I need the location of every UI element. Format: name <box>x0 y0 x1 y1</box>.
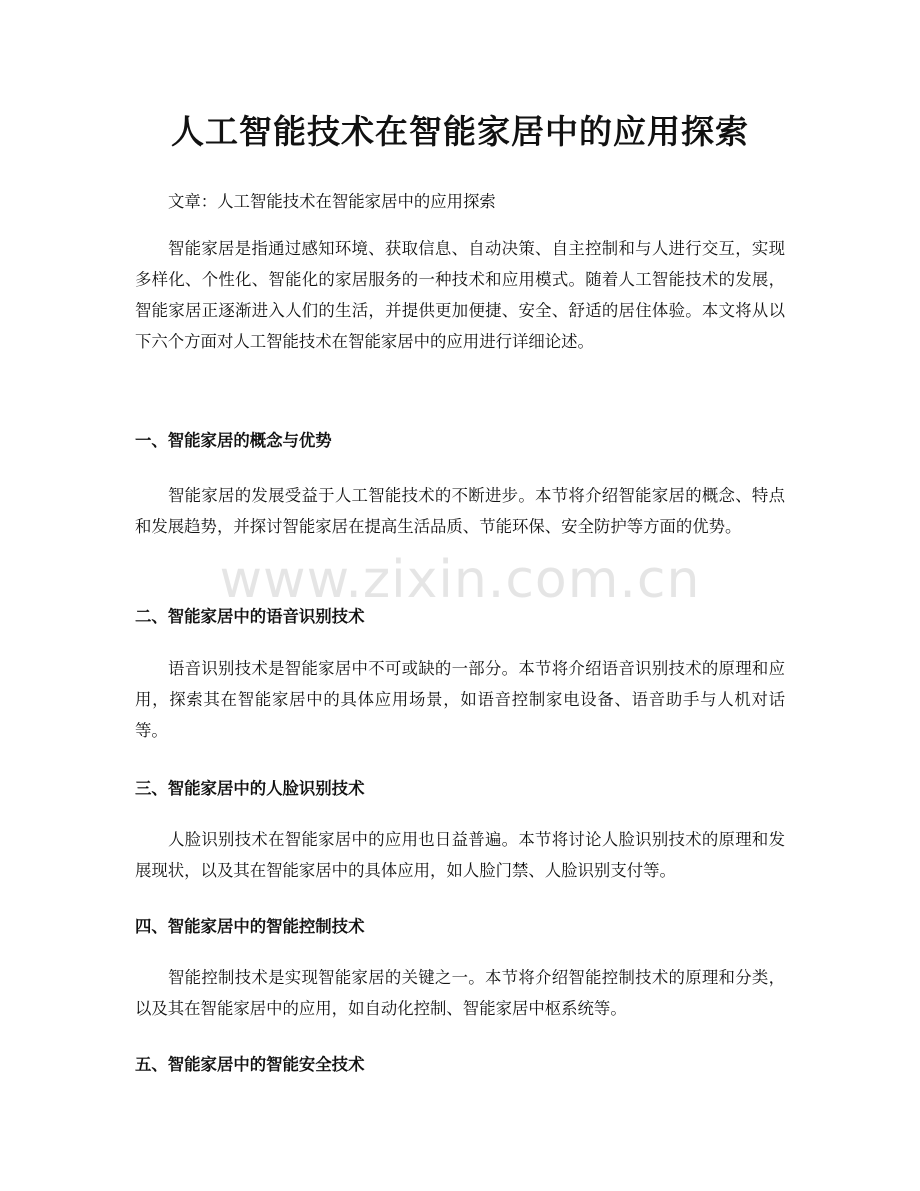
section-3-body: 人脸识别技术在智能家居中的应用也日益普遍。本节将讨论人脸识别技术的原理和发展现状，以及其在智能家居中的具体应用，如人脸门禁、人脸识别支付等。 <box>135 830 785 880</box>
section-2-heading: 二、智能家居中的语音识别技术 <box>135 607 365 626</box>
section-4-body: 智能控制技术是实现智能家居的关键之一。本节将介绍智能控制技术的原理和分类，以及其在智能家居中的应用，如自动化控制、智能家居中枢系统等。 <box>135 968 785 1018</box>
section-2-body: 语音识别技术是智能家居中不可或缺的一部分。本节将介绍语音识别技术的原理和应用，探索其在智能家居中的具体应用场景，如语音控制家电设备、语音助手与人机对话等。 <box>135 659 785 740</box>
section-4-heading: 四、智能家居中的智能控制技术 <box>135 917 365 936</box>
article-label-line: 文章：人工智能技术在智能家居中的应用探索 <box>168 192 496 211</box>
document-title: 人工智能技术在智能家居中的应用探索 <box>171 112 749 151</box>
section-3-heading: 三、智能家居中的人脸识别技术 <box>135 779 365 798</box>
site-watermark: www.zixin.com.cn <box>219 550 701 610</box>
section-1-body: 智能家居的发展受益于人工智能技术的不断进步。本节将介绍智能家居的概念、特点和发展趋势，并探讨智能家居在提高生活品质、节能环保、安全防护等方面的优势。 <box>135 486 785 536</box>
section-5-heading: 五、智能家居中的智能安全技术 <box>135 1055 365 1074</box>
intro-paragraph: 智能家居是指通过感知环境、获取信息、自动决策、自主控制和与人进行交互，实现多样化、个性化、智能化的家居服务的一种技术和应用模式。随着人工智能技术的发展，智能家居正逐渐进入人们的生活，并提供更加便捷、安全、舒适的居住体验。本文将从以下六个方面对人工智能技术在智能家居中的应用进行详细论述。 <box>135 239 785 351</box>
section-1-heading: 一、智能家居的概念与优势 <box>135 431 332 450</box>
